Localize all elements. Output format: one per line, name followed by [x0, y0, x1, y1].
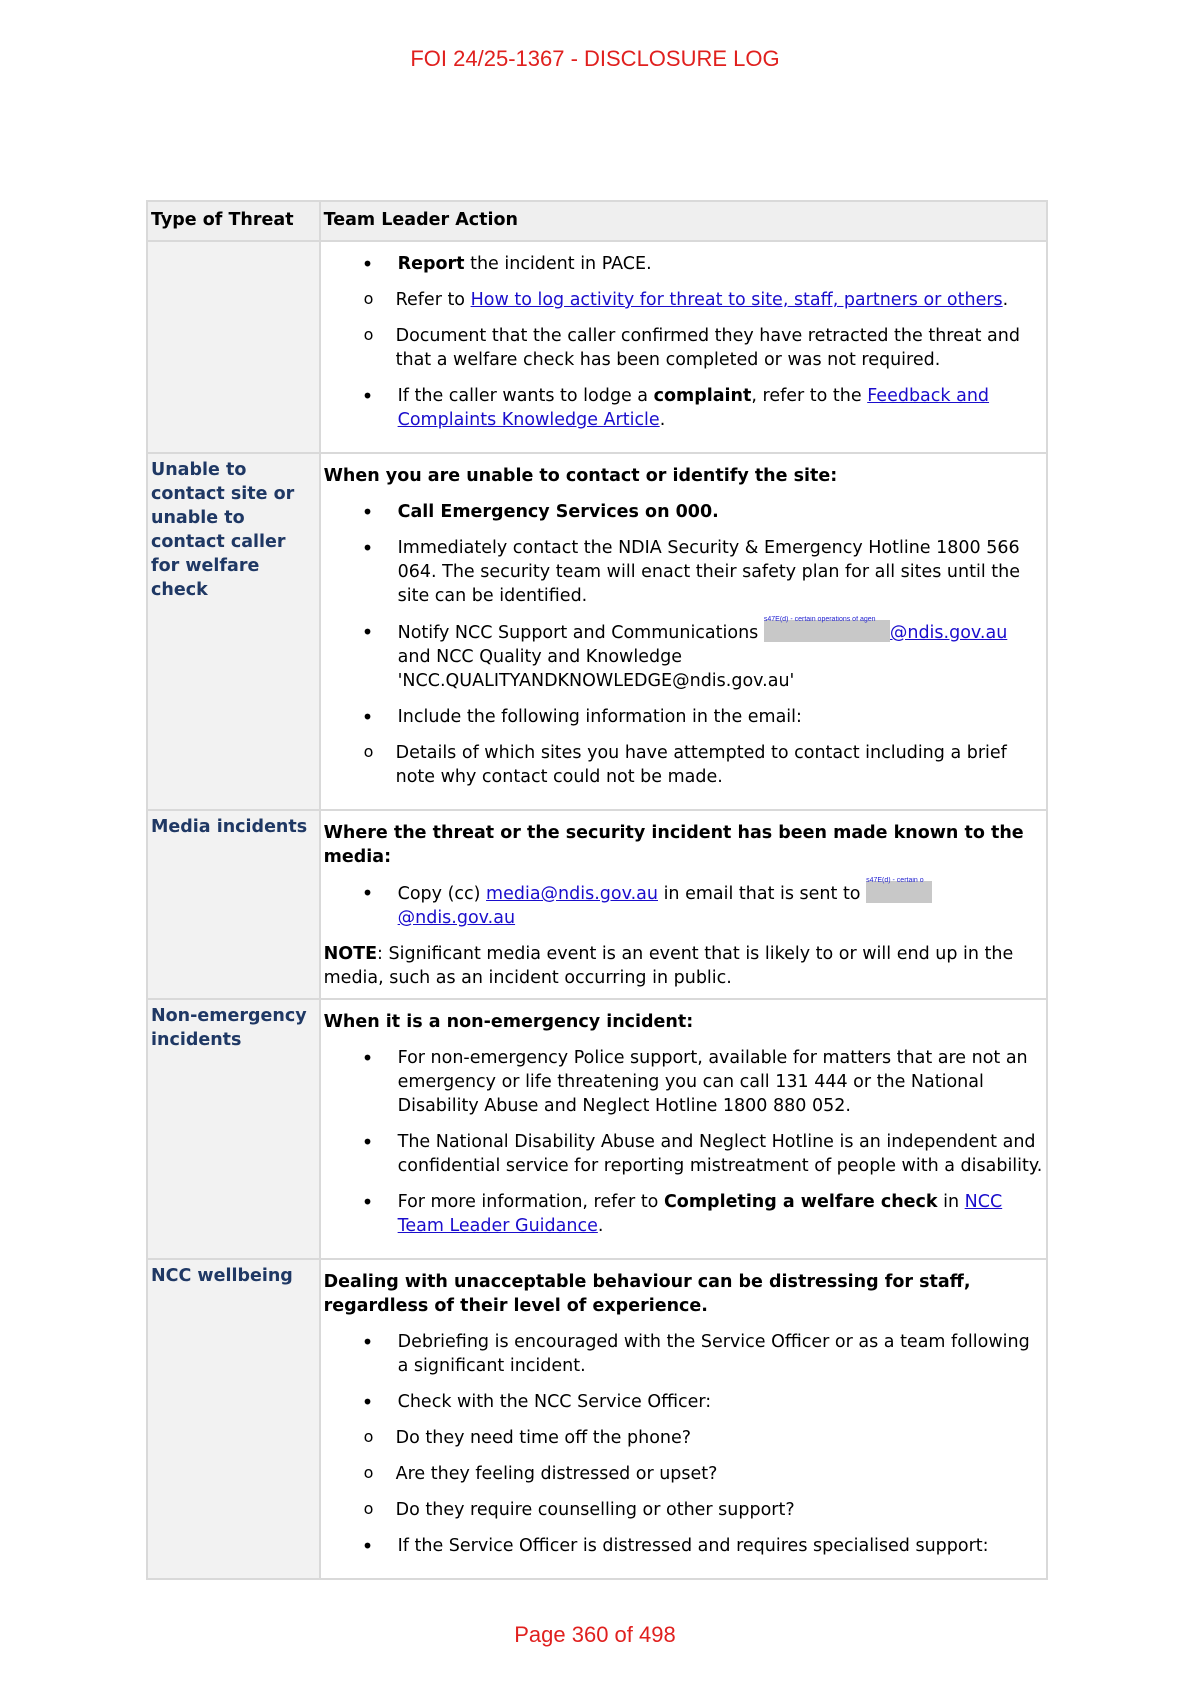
note-paragraph: [324, 942, 1044, 990]
list-item-text: and NCC Quality and Knowledge 'NCC.QUALITYANDKNOWLEDGE@ndis.gov.au': [397, 647, 795, 691]
list-item: • For non-emergency Police support, available for matters that are not an emergency or life threatening you can call 131 444 or the National Disability Abuse and Neglect Hotline 1800 880 052.: [324, 1046, 1044, 1118]
action-cell: [320, 999, 1047, 1259]
bullet-list: [324, 1046, 1044, 1238]
team-leader-guidance-link[interactable]: NCC Team Leader Guidance: [397, 1192, 1003, 1236]
redaction-label: s47E(d) - certain operations of agen: [763, 616, 876, 623]
list-item: [324, 1190, 1044, 1238]
feedback-complaints-link[interactable]: Feedback and Complaints Knowledge Article: [397, 386, 990, 430]
list-item-text: Copy (cc): [397, 884, 487, 904]
list-item-text: in email that is sent to: [658, 884, 867, 904]
list-item: • The National Disability Abuse and Neglect Hotline is an independent and confidential service for reporting mistreatment of people with a disability.: [324, 1130, 1044, 1178]
emergency-services-text: Call Emergency Services on 000.: [397, 502, 719, 522]
list-item: • Immediately contact the NDIA Security & Emergency Hotline 1800 566 064. The security team will enact their safety plan for all sites until the site can be identified.: [324, 536, 1044, 608]
list-item-text: , refer to the: [751, 386, 868, 406]
action-cell: [320, 1259, 1047, 1579]
welfare-check-label: Completing a welfare check: [663, 1192, 938, 1212]
bullet-list: [324, 252, 1044, 432]
email-link[interactable]: @ndis.gov.au: [397, 908, 516, 928]
sub-list-item: o Document that the caller confirmed they have retracted the threat and that a welfare check has been completed or was not required.: [324, 324, 1044, 372]
section-lead: Where the threat or the security incident has been made known to the media:: [323, 823, 1024, 867]
list-item: [324, 384, 1044, 432]
sub-list: [324, 288, 1044, 372]
note-label: NOTE: [323, 944, 378, 964]
list-item-text: Check with the NCC Service Officer:: [397, 1392, 712, 1412]
table-row: [147, 453, 1047, 810]
sub-list-item: [324, 288, 1044, 312]
sub-list-item: o Do they need time off the phone?: [324, 1426, 1044, 1450]
threat-type-cell: Media incidents: [147, 810, 320, 999]
table-row: [147, 810, 1047, 999]
table-header-row: [147, 201, 1047, 241]
threat-type-cell: Non-emergency incidents: [147, 999, 320, 1259]
list-item: [324, 705, 1044, 789]
table-row: [147, 241, 1047, 453]
action-cell: [320, 810, 1047, 999]
sub-list-item: o Are they feeling distressed or upset?: [324, 1462, 1044, 1486]
list-item-text: Notify NCC Support and Communications: [397, 623, 764, 643]
list-item: [324, 1390, 1044, 1522]
bullet-list: [324, 877, 1044, 930]
log-activity-link[interactable]: How to log activity for threat to site, staff, partners or others: [470, 290, 1003, 310]
list-item-text: Include the following information in the email:: [397, 707, 802, 727]
sub-list-item: o Do they require counselling or other support?: [324, 1498, 1044, 1522]
list-item-text: Refer to: [395, 290, 471, 310]
bullet-list: [324, 500, 1044, 789]
section-lead: When it is a non-emergency incident:: [323, 1012, 694, 1032]
sub-list-item: o Details of which sites you have attempted to contact including a brief note why contact could not be made.: [324, 741, 1044, 789]
punctuation: .: [659, 410, 666, 430]
complaint-label: complaint: [653, 386, 752, 406]
list-item: • If the Service Officer is distressed and requires specialised support:: [324, 1534, 1044, 1558]
list-item-text: If the caller wants to lodge a: [397, 386, 654, 406]
list-item: [324, 500, 1044, 524]
redaction-box: [866, 877, 932, 903]
bullet-list: [324, 1330, 1044, 1558]
redaction-box: [763, 616, 890, 642]
email-link[interactable]: @ndis.gov.au: [889, 623, 1008, 643]
list-item: [324, 877, 1044, 930]
list-item-text: in: [937, 1192, 965, 1212]
action-cell: [320, 241, 1047, 453]
column-header-threat: Type of Threat: [147, 201, 320, 241]
threat-type-cell: Unable to contact site or unable to contact caller for welfare check: [147, 453, 320, 810]
disclosure-log-header: FOI 24/25-1367 - DISCLOSURE LOG: [410, 46, 780, 71]
list-item: • Debriefing is encouraged with the Service Officer or as a team following a significant incident.: [324, 1330, 1044, 1378]
table-row: [147, 1259, 1047, 1579]
note-text: : Significant media event is an event that is likely to or will end up in the media, such as an incident occurring in public.: [323, 944, 1014, 988]
redaction-label: s47E(d) - certain o: [866, 877, 924, 884]
media-email-link[interactable]: media@ndis.gov.au: [486, 884, 658, 904]
list-item: [324, 616, 1044, 693]
list-item: [324, 252, 1044, 372]
table-row: [147, 999, 1047, 1259]
threat-type-cell: NCC wellbeing: [147, 1259, 320, 1579]
sub-list: [324, 1426, 1044, 1522]
punctuation: .: [597, 1216, 604, 1236]
page-number-footer: Page 360 of 498: [514, 1622, 676, 1647]
column-header-action: Team Leader Action: [320, 201, 1047, 241]
section-lead: When you are unable to contact or identify the site:: [323, 466, 838, 486]
punctuation: .: [1002, 290, 1009, 310]
action-cell: [320, 453, 1047, 810]
list-item-text: the incident in PACE.: [464, 254, 652, 274]
section-lead: Dealing with unacceptable behaviour can be distressing for staff, regardless of their level of experience.: [323, 1272, 971, 1316]
list-item-text: For more information, refer to: [397, 1192, 664, 1212]
report-label: Report: [397, 254, 465, 274]
threat-cell-empty: [147, 241, 320, 453]
sub-list: [324, 741, 1044, 789]
threat-action-table: [146, 200, 1048, 1580]
